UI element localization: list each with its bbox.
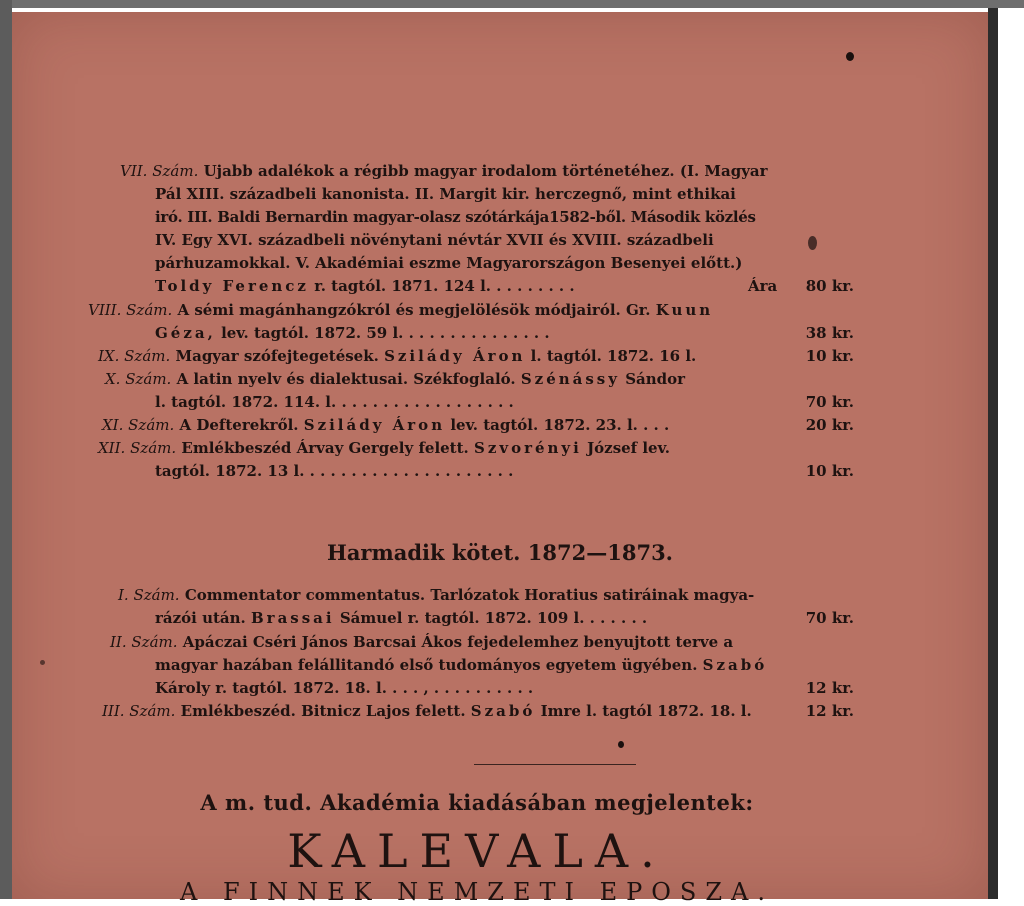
entry-number: VII. Szám. <box>120 162 199 180</box>
entry-number: XII. Szám. <box>98 439 177 457</box>
entry-price: 80 kr. <box>805 277 854 295</box>
divider-rule <box>474 764 636 765</box>
entry-author: Géza, <box>155 324 216 342</box>
entry-text: Sámuel r. tagtól. 1872. 109 l. . . . . . . <box>339 609 648 627</box>
scan-border-top <box>0 0 1024 8</box>
entry-author: Szabó <box>470 702 536 720</box>
entry-author: Toldy Ferencz <box>155 277 309 295</box>
entry-title: A Defterekről. <box>179 416 299 434</box>
entry-text: lev. tagtól. 1872. 23. l. . . . <box>450 416 670 434</box>
entry-author: Szabó <box>702 656 768 674</box>
entry-text: IV. Egy XVI. századbeli növénytani névtár XVII és XVIII. századbeli <box>155 231 714 249</box>
entry-price: 10 kr. <box>805 347 854 365</box>
entry-title: A sémi magánhangzókról és megjelölésök módjairól. Gr. <box>177 301 651 319</box>
ornament-dot <box>618 741 624 748</box>
entry-author: Szénássy <box>520 370 620 388</box>
entry-number: II. Szám. <box>110 633 178 651</box>
entry-number: VIII. Szám. <box>88 301 173 319</box>
entry-price: 70 kr. <box>805 393 854 411</box>
entry-number: III. Szám. <box>102 702 176 720</box>
entry-text: Károly r. tagtól. 1872. 18. l. . . . , . . . . . . . . . . <box>155 679 534 697</box>
entry-title: Apáczai Cséri János Barcsai Ákos fejedelemhez benyujtott terve a <box>182 633 734 651</box>
entry-price: 38 kr. <box>805 324 854 342</box>
entry-author: Szilády Áron <box>303 416 446 434</box>
entry-author: Szilády Áron <box>384 347 526 365</box>
entry-title: Ujabb adalékok a régibb magyar irodalom történetéhez. (I. Magyar <box>203 162 768 180</box>
ink-speck <box>808 236 817 250</box>
entry-title: Emlékbeszéd Árvay Gergely felett. <box>181 439 469 457</box>
book-title: KALEVALA. <box>287 824 667 878</box>
entry-author: Szvorényi <box>474 439 582 457</box>
publication-notice: A m. tud. Akadémia kiadásában megjelentek: <box>200 790 754 815</box>
document-page <box>12 12 988 906</box>
ink-speck <box>846 52 854 61</box>
entry-number: IX. Szám. <box>98 347 171 365</box>
entry-text: párhuzamokkal. V. Akadémiai eszme Magyarországon Besenyei előtt.) <box>155 254 743 272</box>
entry-title: Commentator commentatus. Tarlózatok Horatius satiráinak magya- <box>184 586 755 604</box>
book-subtitle: A FINNEK NEMZETI EPOSZA. <box>180 878 774 906</box>
entry-text: Imre l. tagtól 1872. 18. l. <box>540 702 752 720</box>
entry-text: Sándor <box>625 370 686 388</box>
entry-price: 12 kr. <box>805 679 854 697</box>
entry-text: tagtól. 1872. 13 l. . . . . . . . . . . . . . . . . . . . . <box>155 462 514 480</box>
entry-number: X. Szám. <box>105 370 172 388</box>
entry-price: 12 kr. <box>805 702 854 720</box>
entry-text: magyar hazában felállitandó első tudományos egyetem ügyében. <box>155 656 698 674</box>
entry-text: rázói után. <box>155 609 246 627</box>
entry-price: 70 kr. <box>805 609 854 627</box>
entry-title: A latin nyelv és dialektusai. Székfoglaló. <box>176 370 516 388</box>
entry-text: r. tagtól. 1871. 124 l. . . . . . . . . <box>314 277 575 295</box>
entry-number: I. Szám. <box>118 586 180 604</box>
entry-title: Magyar szófejtegetések. <box>175 347 379 365</box>
entry-text: iró. III. Baldi Bernardin magyar-olasz szótárkája1582-ből. Második közlés <box>155 208 756 226</box>
entry-number: XI. Szám. <box>102 416 175 434</box>
entry-author: Brassai <box>250 609 335 627</box>
entry-title: Emlékbeszéd. Bitnicz Lajos felett. <box>180 702 466 720</box>
scan-border-right <box>988 8 998 899</box>
entry-text: l. tagtól. 1872. 114. l. . . . . . . . . . . . . . . . . . <box>155 393 514 411</box>
entry-text: lev. tagtól. 1872. 59 l. . . . . . . . . . . . . . . <box>221 324 550 342</box>
price-label: Ára <box>748 277 778 295</box>
scan-border-left <box>0 0 12 899</box>
entry-text: Pál XIII. századbeli kanonista. II. Margit kir. herczegnő, mint ethikai <box>155 185 736 203</box>
volume-heading: Harmadik kötet. 1872—1873. <box>326 540 673 565</box>
entry-price: 10 kr. <box>805 462 854 480</box>
entry-text: l. tagtól. 1872. 16 l. <box>530 347 697 365</box>
ink-speck <box>40 660 45 665</box>
entry-price: 20 kr. <box>805 416 854 434</box>
entry-author: Kuun <box>655 301 714 319</box>
entry-text: József lev. <box>587 439 671 457</box>
